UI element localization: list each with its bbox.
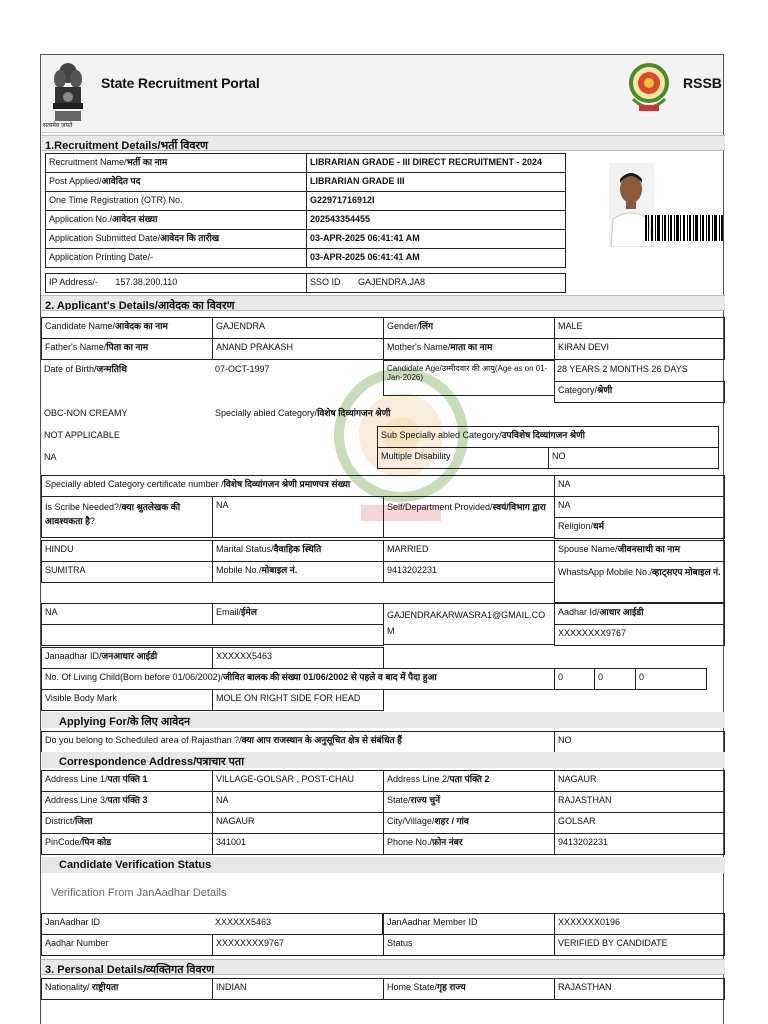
gender-value: MALE	[554, 317, 725, 339]
pincode-value: 341001	[212, 833, 384, 855]
barcode-icon	[645, 215, 725, 241]
emblem-caption: सत्यमेव जयते	[43, 122, 73, 129]
nationality-label: Nationality/ राष्ट्रीयता	[41, 978, 213, 1000]
spouse-value: SUMITRA	[41, 561, 213, 583]
sa-category-label: Specially abled Category/विशेष दिव्यांगजन श्रेणी	[215, 408, 391, 418]
father-name-value: ANAND PRAKASH	[212, 338, 384, 360]
submitted-date-value: 03-APR-2025 06:41:41 AM	[306, 229, 566, 249]
candidate-name-label: Candidate Name/आवेदक का नाम	[41, 317, 213, 339]
address-line3-value: NA	[212, 791, 384, 813]
ip-address: IP Address/- 157.38.200.110	[45, 273, 307, 293]
post-applied-label: Post Applied/आवेदित पद	[45, 172, 307, 192]
sa-category-value: NOT APPLICABLE	[44, 430, 120, 440]
otr-label: One Time Registration (OTR) No.	[45, 191, 307, 211]
city-label: City/Village/शहर / गांव	[383, 812, 555, 834]
religion-value: HINDU	[41, 540, 213, 562]
scheduled-area-value: NO	[554, 731, 725, 753]
living-child-count-1: 0	[554, 668, 595, 690]
janaadhar-value: XXXXXX5463	[212, 647, 384, 669]
dob-value: 07-OCT-1997	[215, 364, 270, 374]
post-applied-value: LIBRARIAN GRADE III	[306, 172, 566, 192]
email-label: Email/ईमेल	[212, 603, 384, 625]
mobile-value: 9413202231	[383, 561, 555, 583]
submitted-date-label: Application Submitted Date/आवेदन कि तारीख	[45, 229, 307, 249]
spouse-label: Spouse Name/जीवनसाथी का नाम	[554, 540, 725, 562]
status-value: VERIFIED BY CANDIDATE	[554, 934, 725, 956]
section-personal: 3. Personal Details/व्यक्तिगत विवरण	[41, 959, 725, 975]
state-value: RAJASTHAN	[554, 791, 725, 813]
mother-name-label: Mother's Name/माता का नाम	[383, 338, 555, 360]
phone-value: 9413202231	[554, 833, 725, 855]
address-line1-label: Address Line 1/पता पंक्ति 1	[41, 770, 213, 792]
pincode-label: PinCode/पिन कोड	[41, 833, 213, 855]
age-value: 28 YEARS 2 MONTHS 26 DAYS	[557, 364, 688, 374]
aadhar-number-label: Aadhar Number	[41, 934, 213, 956]
janaadhar-member-value: XXXXXXX0196	[554, 913, 725, 935]
janaadhar-id-value: XXXXXX5463	[212, 913, 384, 935]
application-sheet	[40, 54, 724, 1024]
janaadhar-id-label: JanAadhar ID	[41, 913, 383, 935]
janaadhar-member-label: JanAadhar Member ID	[383, 913, 555, 935]
scribe-label: Is Scribe Needed?/क्या श्रुतलेखक की आवश्यकता है?	[41, 496, 213, 538]
self-dept-value: NA	[554, 496, 725, 518]
home-state-value: RAJASTHAN	[554, 978, 725, 1000]
living-child-label: No. Of Living Child(Born before 01/06/2002)/जीवित बालक की संख्या 01/06/2002 से पहले व बाद में पैदा हुआ	[41, 668, 555, 690]
ashoka-emblem-icon	[49, 59, 87, 129]
city-value: GOLSAR	[554, 812, 725, 834]
district-label: District/जिला	[41, 812, 213, 834]
section-verification: Candidate Verification Status	[41, 857, 725, 873]
aadhar-label: Aadhar Id/आधार आईडी	[554, 603, 725, 625]
living-child-count-2: 0	[594, 668, 636, 690]
verification-heading: Verification From JanAadhar Details	[51, 887, 227, 899]
candidate-name-value: GAJENDRA	[212, 317, 384, 339]
printing-date-value: 03-APR-2025 06:41:41 AM	[306, 248, 566, 268]
body-mark-value: MOLE ON RIGHT SIDE FOR HEAD	[212, 689, 384, 711]
sa-certificate-value: NA	[554, 475, 725, 497]
sub-sa-category-label: Sub Specially abled Category/उपविशेष दिव्यांगजन श्रेणी	[377, 426, 719, 448]
marital-value: MARRIED	[383, 540, 555, 562]
printing-date-label: Application Printing Date/-	[45, 248, 307, 268]
otr-value: G22971716912I	[306, 191, 566, 211]
section-applying-for: Applying For/के लिए आवेदन	[41, 712, 725, 728]
scheduled-area-label: Do you belong to Scheduled area of Rajasthan ?/क्या आप राजस्थान के अनुसूचित क्षेत्र से संबंधित हैं	[41, 731, 555, 753]
section-recruitment: 1.Recruitment Details/भर्ती विवरण	[41, 135, 725, 151]
address-line2-value: NAGAUR	[554, 770, 725, 792]
marital-label: Marital Status/वैवाहिक स्थिति	[212, 540, 384, 562]
age-label: Candidate Age/उम्मीदवार की आयु(Age as on 01-Jan-2026)	[383, 360, 555, 396]
address-line2-label: Address Line 2/पता पंक्ति 2	[383, 770, 555, 792]
sub-sa-category-value: NA	[44, 452, 57, 462]
rssb-logo-icon	[627, 59, 671, 115]
body-mark-label: Visible Body Mark	[41, 689, 213, 711]
aadhar-value: XXXXXXXX9767	[554, 624, 725, 646]
dob-label: Date of Birth/जन्मतिथि	[44, 364, 127, 374]
home-state-label: Home State/गृह राज्य	[383, 978, 555, 1000]
whatsapp-label: WhastsApp Mobile No./व्हाट्सएप मोबाइल नं.	[554, 561, 725, 603]
portal-title: State Recruitment Portal	[101, 75, 260, 91]
address-line3-label: Address Line 3/पता पंक्ति 3	[41, 791, 213, 813]
janaadhar-label: Janaadhar ID/जनआधार आईडी	[41, 647, 213, 669]
application-no-value: 202543354455	[306, 210, 566, 230]
section-correspondence: Correspondence Address/पत्राचार पता	[41, 752, 725, 768]
sso-id: SSO ID GAJENDRA.JA8	[306, 273, 566, 293]
blank-row-cell	[41, 624, 384, 646]
address-line1-value: VILLAGE-GOLSAR , POST-CHAU	[212, 770, 384, 792]
father-name-label: Father's Name/पिता का नाम	[41, 338, 213, 360]
recruitment-name-label: Recruitment Name/भर्ती का नाम	[45, 153, 307, 173]
scribe-value: NA	[212, 496, 384, 538]
category-label: Category/श्रेणी	[554, 381, 725, 403]
nationality-value: INDIAN	[212, 978, 384, 1000]
status-label: Status	[383, 934, 555, 956]
district-value: NAGAUR	[212, 812, 384, 834]
sa-certificate-label: Specially abled Category certificate number /विशेष दिव्यांगजन श्रेणी प्रमाणपत्र संख्या	[41, 475, 555, 497]
email-value: GAJENDRAKARWASRA1@GMAIL.COM	[383, 603, 555, 645]
state-label: State/राज्य चुनें	[383, 791, 555, 813]
mother-name-value: KIRAN DEVI	[554, 338, 725, 360]
phone-label: Phone No./फ़ोन नंबर	[383, 833, 555, 855]
gender-label: Gender/लिंग	[383, 317, 555, 339]
whatsapp-value: NA	[41, 603, 213, 625]
section-applicant: 2. Applicant's Details/आवेदक का विवरण	[41, 295, 725, 311]
aadhar-number-value: XXXXXXXX9767	[212, 934, 384, 956]
application-no-label: Application No./आवेदन संख्या	[45, 210, 307, 230]
org-short-name: RSSB	[683, 75, 722, 91]
recruitment-name-value: LIBRARIAN GRADE - III DIRECT RECRUITMENT - 2024	[306, 153, 566, 173]
self-dept-label: Self/Department Provided/स्वयं/विभाग द्वारा	[383, 496, 555, 538]
multiple-disability-label: Multiple Disability	[377, 447, 549, 469]
multiple-disability-value: NO	[548, 447, 719, 469]
category-value: OBC-NON CREAMY	[44, 408, 128, 418]
page-header	[41, 55, 723, 133]
mobile-label: Mobile No./मोबाइल नं.	[212, 561, 384, 583]
living-child-count-3: 0	[635, 668, 707, 690]
religion-label: Religion/धर्म	[554, 517, 725, 539]
